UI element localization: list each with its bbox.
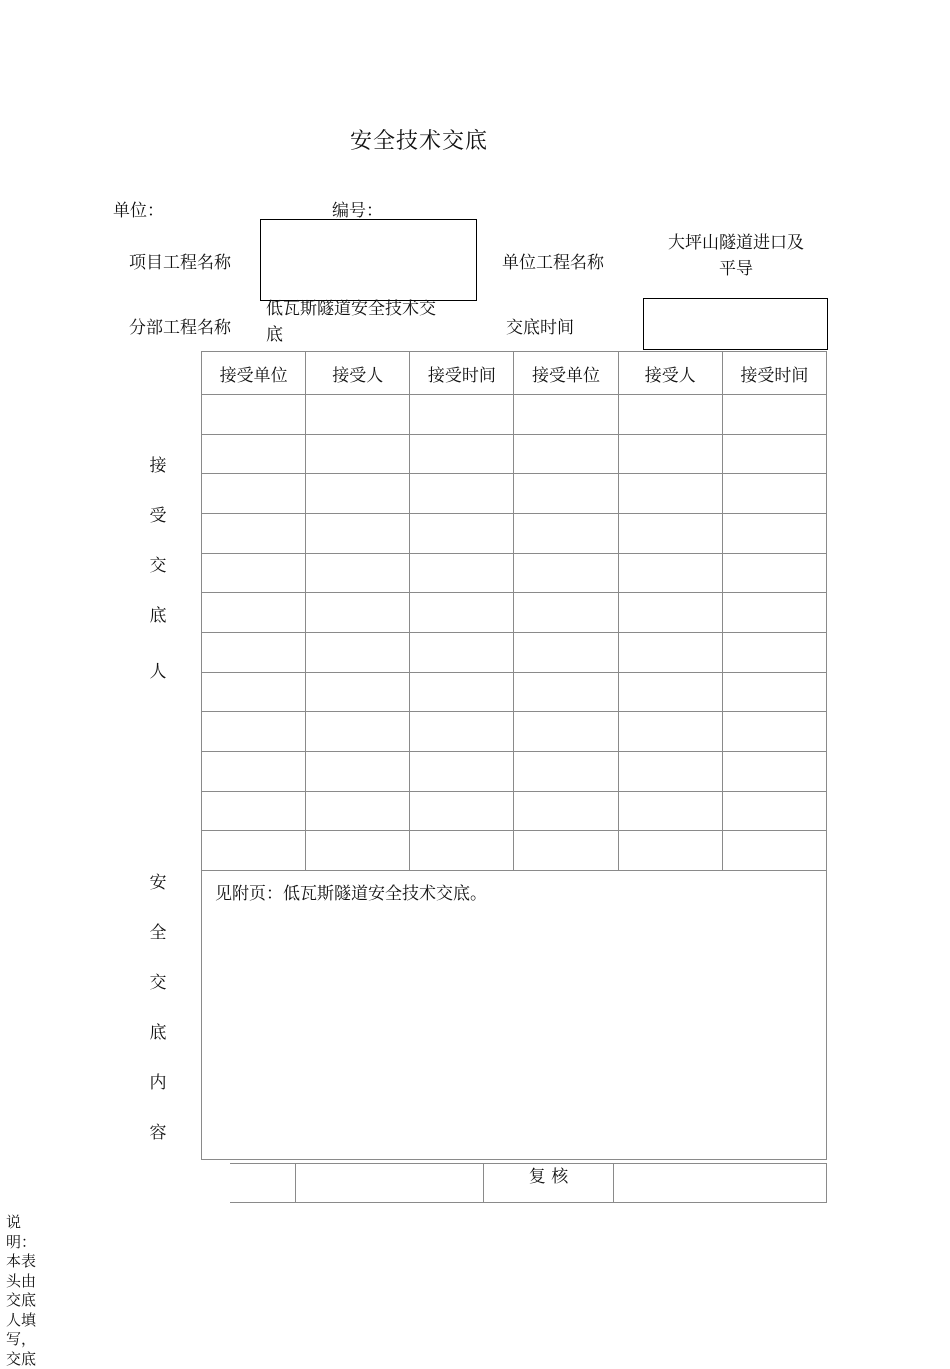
table-cell[interactable]	[202, 395, 306, 435]
table-cell[interactable]	[618, 395, 722, 435]
table-cell[interactable]	[618, 593, 722, 633]
table-cell[interactable]	[202, 751, 306, 791]
table-cell[interactable]	[722, 513, 826, 553]
table-cell[interactable]	[722, 672, 826, 712]
table-cell[interactable]	[514, 553, 618, 593]
table-cell[interactable]	[410, 593, 514, 633]
table-cell[interactable]	[618, 632, 722, 672]
receiver-side-char: 底	[149, 606, 167, 626]
project-name-label: 项目工程名称	[129, 253, 231, 273]
table-row	[202, 395, 827, 435]
receiver-side-char: 受	[149, 506, 167, 526]
table-cell[interactable]	[618, 553, 722, 593]
table-row	[202, 712, 827, 752]
table-cell[interactable]	[410, 712, 514, 752]
table-cell[interactable]	[618, 751, 722, 791]
table-cell[interactable]	[514, 513, 618, 553]
receiver-side-char: 接	[149, 456, 167, 476]
col-header-receiver: 接受人	[306, 352, 410, 395]
table-cell[interactable]	[202, 632, 306, 672]
table-cell[interactable]	[410, 434, 514, 474]
table-cell[interactable]	[514, 831, 618, 871]
table-cell[interactable]	[202, 831, 306, 871]
receiver-side-char: 交	[149, 556, 167, 576]
table-cell[interactable]	[410, 553, 514, 593]
review-label-cell	[483, 1163, 614, 1203]
table-cell[interactable]	[514, 672, 618, 712]
table-cell[interactable]	[618, 672, 722, 712]
table-cell[interactable]	[722, 712, 826, 752]
table-cell[interactable]	[306, 593, 410, 633]
table-cell[interactable]	[514, 632, 618, 672]
content-side-char: 安	[149, 873, 167, 893]
table-cell[interactable]	[410, 632, 514, 672]
table-cell[interactable]	[306, 831, 410, 871]
table-row	[202, 434, 827, 474]
table-row	[202, 513, 827, 553]
table-cell[interactable]	[514, 395, 618, 435]
col-header-receiver: 接受人	[618, 352, 722, 395]
table-row	[202, 632, 827, 672]
handover-time-label: 交底时间	[506, 318, 574, 338]
page-title: 安全技术交底	[350, 129, 489, 154]
col-header-receiving-unit: 接受单位	[514, 352, 618, 395]
receiver-side-char: 人	[149, 662, 167, 682]
table-cell[interactable]	[514, 434, 618, 474]
table-cell[interactable]	[618, 831, 722, 871]
table-cell[interactable]	[618, 791, 722, 831]
table-cell[interactable]	[514, 593, 618, 633]
unit-label: 单位：	[113, 201, 164, 221]
table-cell[interactable]	[202, 672, 306, 712]
table-row	[202, 593, 827, 633]
table-cell[interactable]	[306, 513, 410, 553]
table-cell[interactable]	[722, 593, 826, 633]
table-cell[interactable]	[722, 434, 826, 474]
col-header-receiving-time: 接受时间	[410, 352, 514, 395]
content-side-char: 容	[149, 1123, 167, 1143]
table-cell[interactable]	[410, 831, 514, 871]
table-row	[202, 672, 827, 712]
col-header-receiving-time: 接受时间	[722, 352, 826, 395]
table-cell[interactable]	[722, 791, 826, 831]
table-cell[interactable]	[202, 791, 306, 831]
content-side-char: 内	[149, 1073, 167, 1093]
table-cell[interactable]	[514, 751, 618, 791]
table-cell[interactable]	[202, 593, 306, 633]
handover-time-field[interactable]	[643, 298, 828, 350]
content-side-char: 底	[149, 1023, 167, 1043]
table-cell[interactable]	[306, 395, 410, 435]
table-row	[202, 474, 827, 514]
table-cell[interactable]	[306, 632, 410, 672]
project-name-field[interactable]	[260, 219, 477, 301]
table-cell[interactable]	[306, 553, 410, 593]
table-row	[202, 751, 827, 791]
table-cell[interactable]	[306, 751, 410, 791]
sub-project-name-label: 分部工程名称	[129, 318, 231, 338]
table-cell[interactable]	[410, 395, 514, 435]
table-cell[interactable]	[306, 474, 410, 514]
footer-cell-reviewer[interactable]	[613, 1163, 827, 1203]
content-text: 见附页：低瓦斯隧道安全技术交底。	[215, 884, 487, 904]
table-cell[interactable]	[306, 712, 410, 752]
table-cell[interactable]	[722, 553, 826, 593]
table-cell[interactable]	[618, 434, 722, 474]
table-cell[interactable]	[618, 513, 722, 553]
table-row	[202, 553, 827, 593]
table-cell[interactable]	[202, 553, 306, 593]
sub-project-name-value: 低瓦斯隧道安全技术交底	[266, 299, 436, 345]
table-cell[interactable]	[306, 672, 410, 712]
col-header-receiving-unit: 接受单位	[202, 352, 306, 395]
content-box[interactable]	[201, 870, 827, 1160]
table-cell[interactable]	[306, 434, 410, 474]
table-cell[interactable]	[514, 791, 618, 831]
table-row	[202, 831, 827, 871]
table-cell[interactable]	[410, 513, 514, 553]
table-cell[interactable]	[722, 474, 826, 514]
review-label: 复 核	[528, 1167, 569, 1187]
table-cell[interactable]	[410, 751, 514, 791]
table-cell[interactable]	[202, 434, 306, 474]
unit-project-name-label: 单位工程名称	[502, 253, 604, 273]
unit-project-name-value: 大坪山隧道进口及平导	[668, 233, 804, 279]
table-cell[interactable]	[306, 791, 410, 831]
receiver-table	[201, 351, 827, 871]
table-cell[interactable]	[722, 751, 826, 791]
content-side-char: 全	[149, 923, 167, 943]
number-label: 编号：	[332, 201, 383, 221]
table-cell[interactable]	[202, 474, 306, 514]
table-cell[interactable]	[410, 474, 514, 514]
content-side-char: 交	[149, 973, 167, 993]
table-cell[interactable]	[202, 712, 306, 752]
table-cell[interactable]	[410, 791, 514, 831]
table-cell[interactable]	[618, 474, 722, 514]
footer-cell-handover-person[interactable]	[295, 1163, 484, 1203]
table-cell[interactable]	[410, 672, 514, 712]
table-cell[interactable]	[722, 395, 826, 435]
table-cell[interactable]	[202, 513, 306, 553]
table-cell[interactable]	[514, 712, 618, 752]
table-cell[interactable]	[618, 712, 722, 752]
table-cell[interactable]	[722, 632, 826, 672]
table-cell[interactable]	[722, 831, 826, 871]
footer-cell-partial	[230, 1163, 296, 1203]
table-cell[interactable]	[514, 474, 618, 514]
note-text: 说明：本表头由交底人填写，交底	[6, 1213, 37, 1368]
table-row	[202, 791, 827, 831]
receiver-table-header-row	[202, 352, 827, 395]
